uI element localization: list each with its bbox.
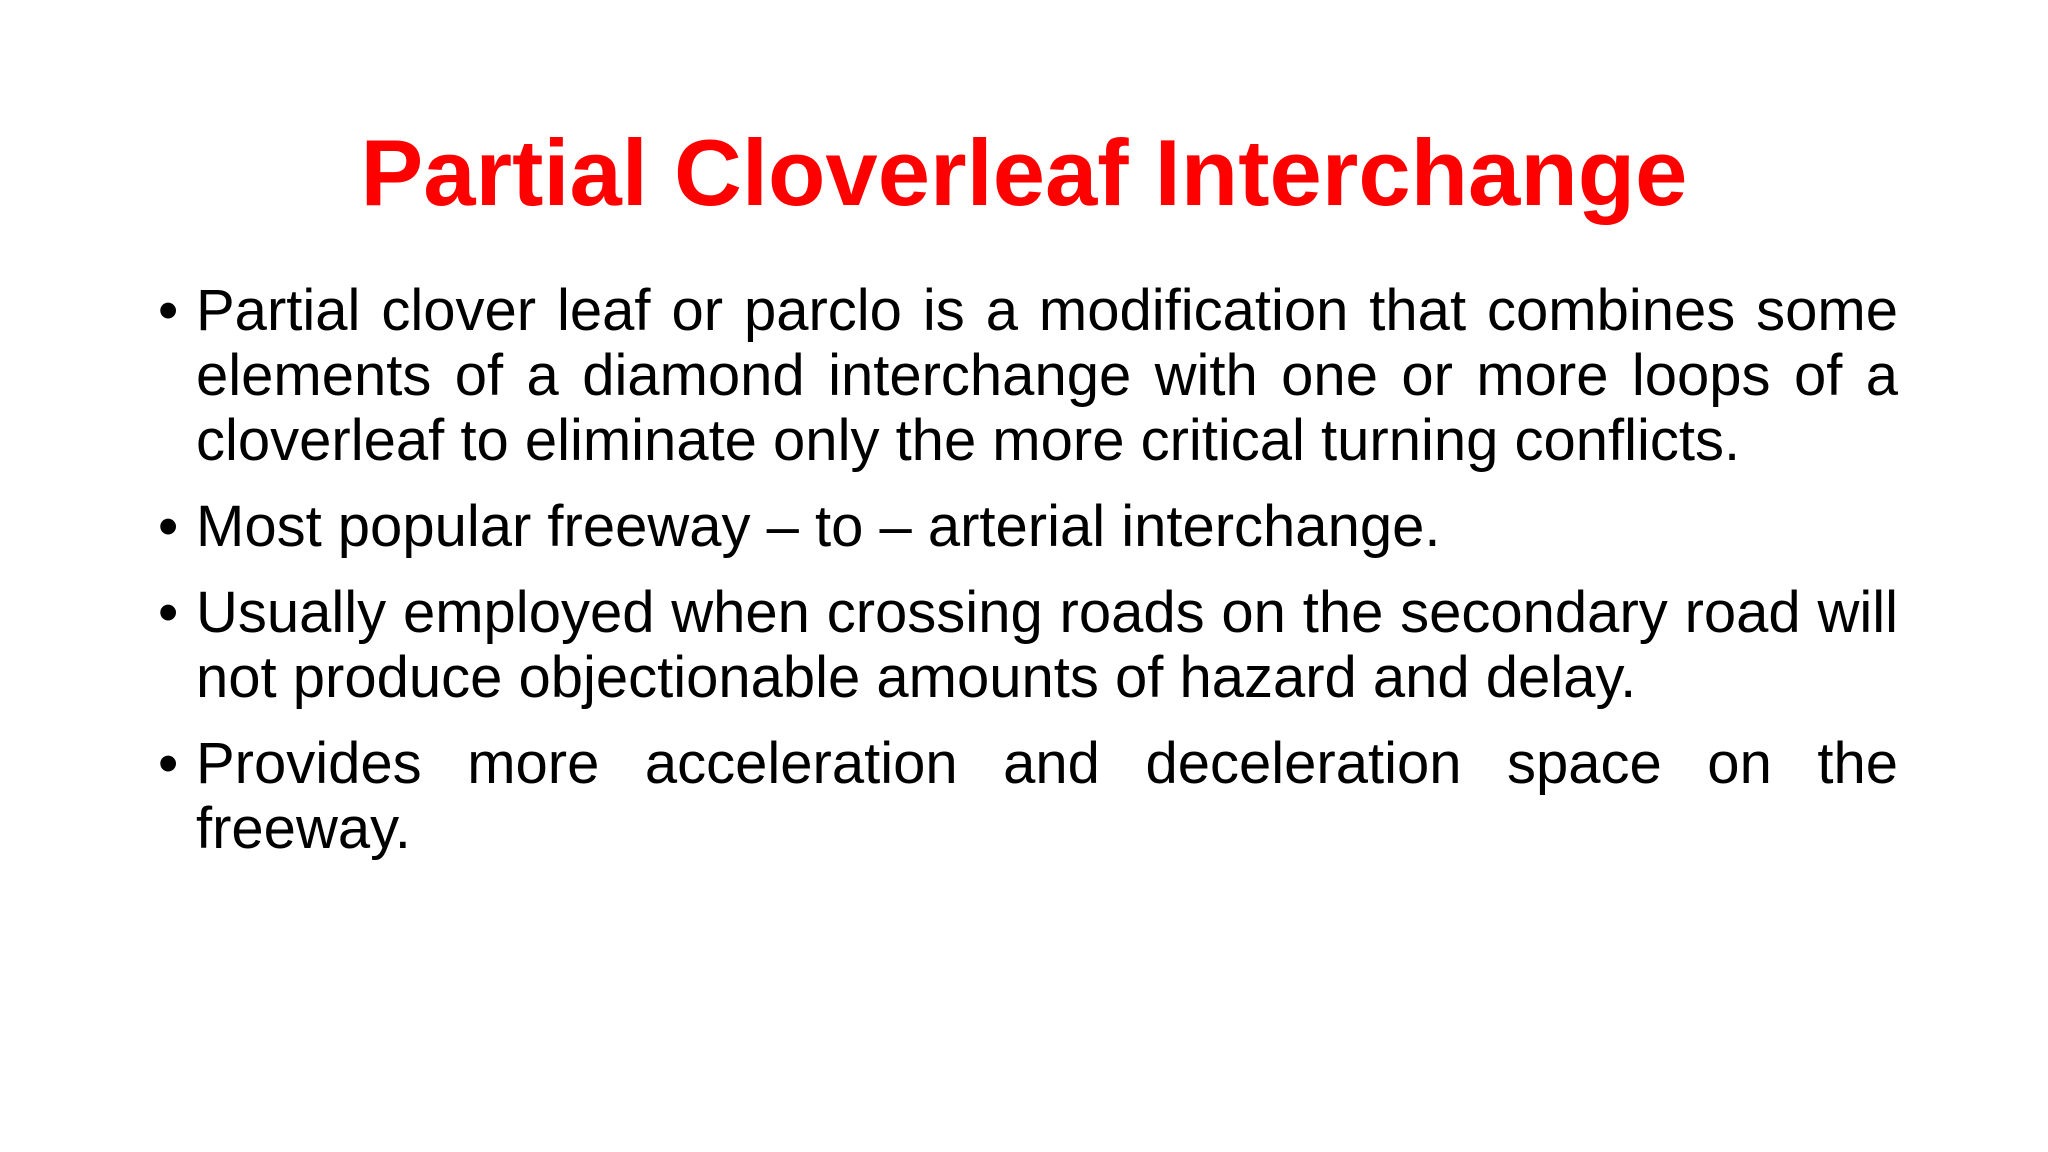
bullet-item — [158, 731, 1898, 861]
bullet-item — [158, 278, 1898, 473]
bullet-dot-icon: • — [158, 494, 179, 559]
bullet-item — [158, 580, 1898, 710]
bullet-dot-icon: • — [158, 278, 179, 343]
bullet-dot-icon: • — [158, 580, 179, 645]
slide-title: Partial Cloverleaf Interchange — [360, 120, 1688, 225]
bullet-dot-icon: • — [158, 731, 179, 796]
bullet-text: Partial clover leaf or parclo is a modification that combines some elements of a diamond interchange with one or more loops of a cloverleaf to eliminate only the more critical turning conflicts. — [196, 278, 1898, 473]
bullet-item — [158, 494, 1898, 559]
bullet-text: Usually employed when crossing roads on the secondary road will not produce objectionable amounts of hazard and delay. — [196, 580, 1898, 710]
bullet-text: Most popular freeway – to – arterial interchange. — [196, 494, 1441, 559]
bullet-list — [158, 278, 1898, 882]
bullet-text: Provides more acceleration and deceleration space on the freeway. — [196, 731, 1898, 861]
